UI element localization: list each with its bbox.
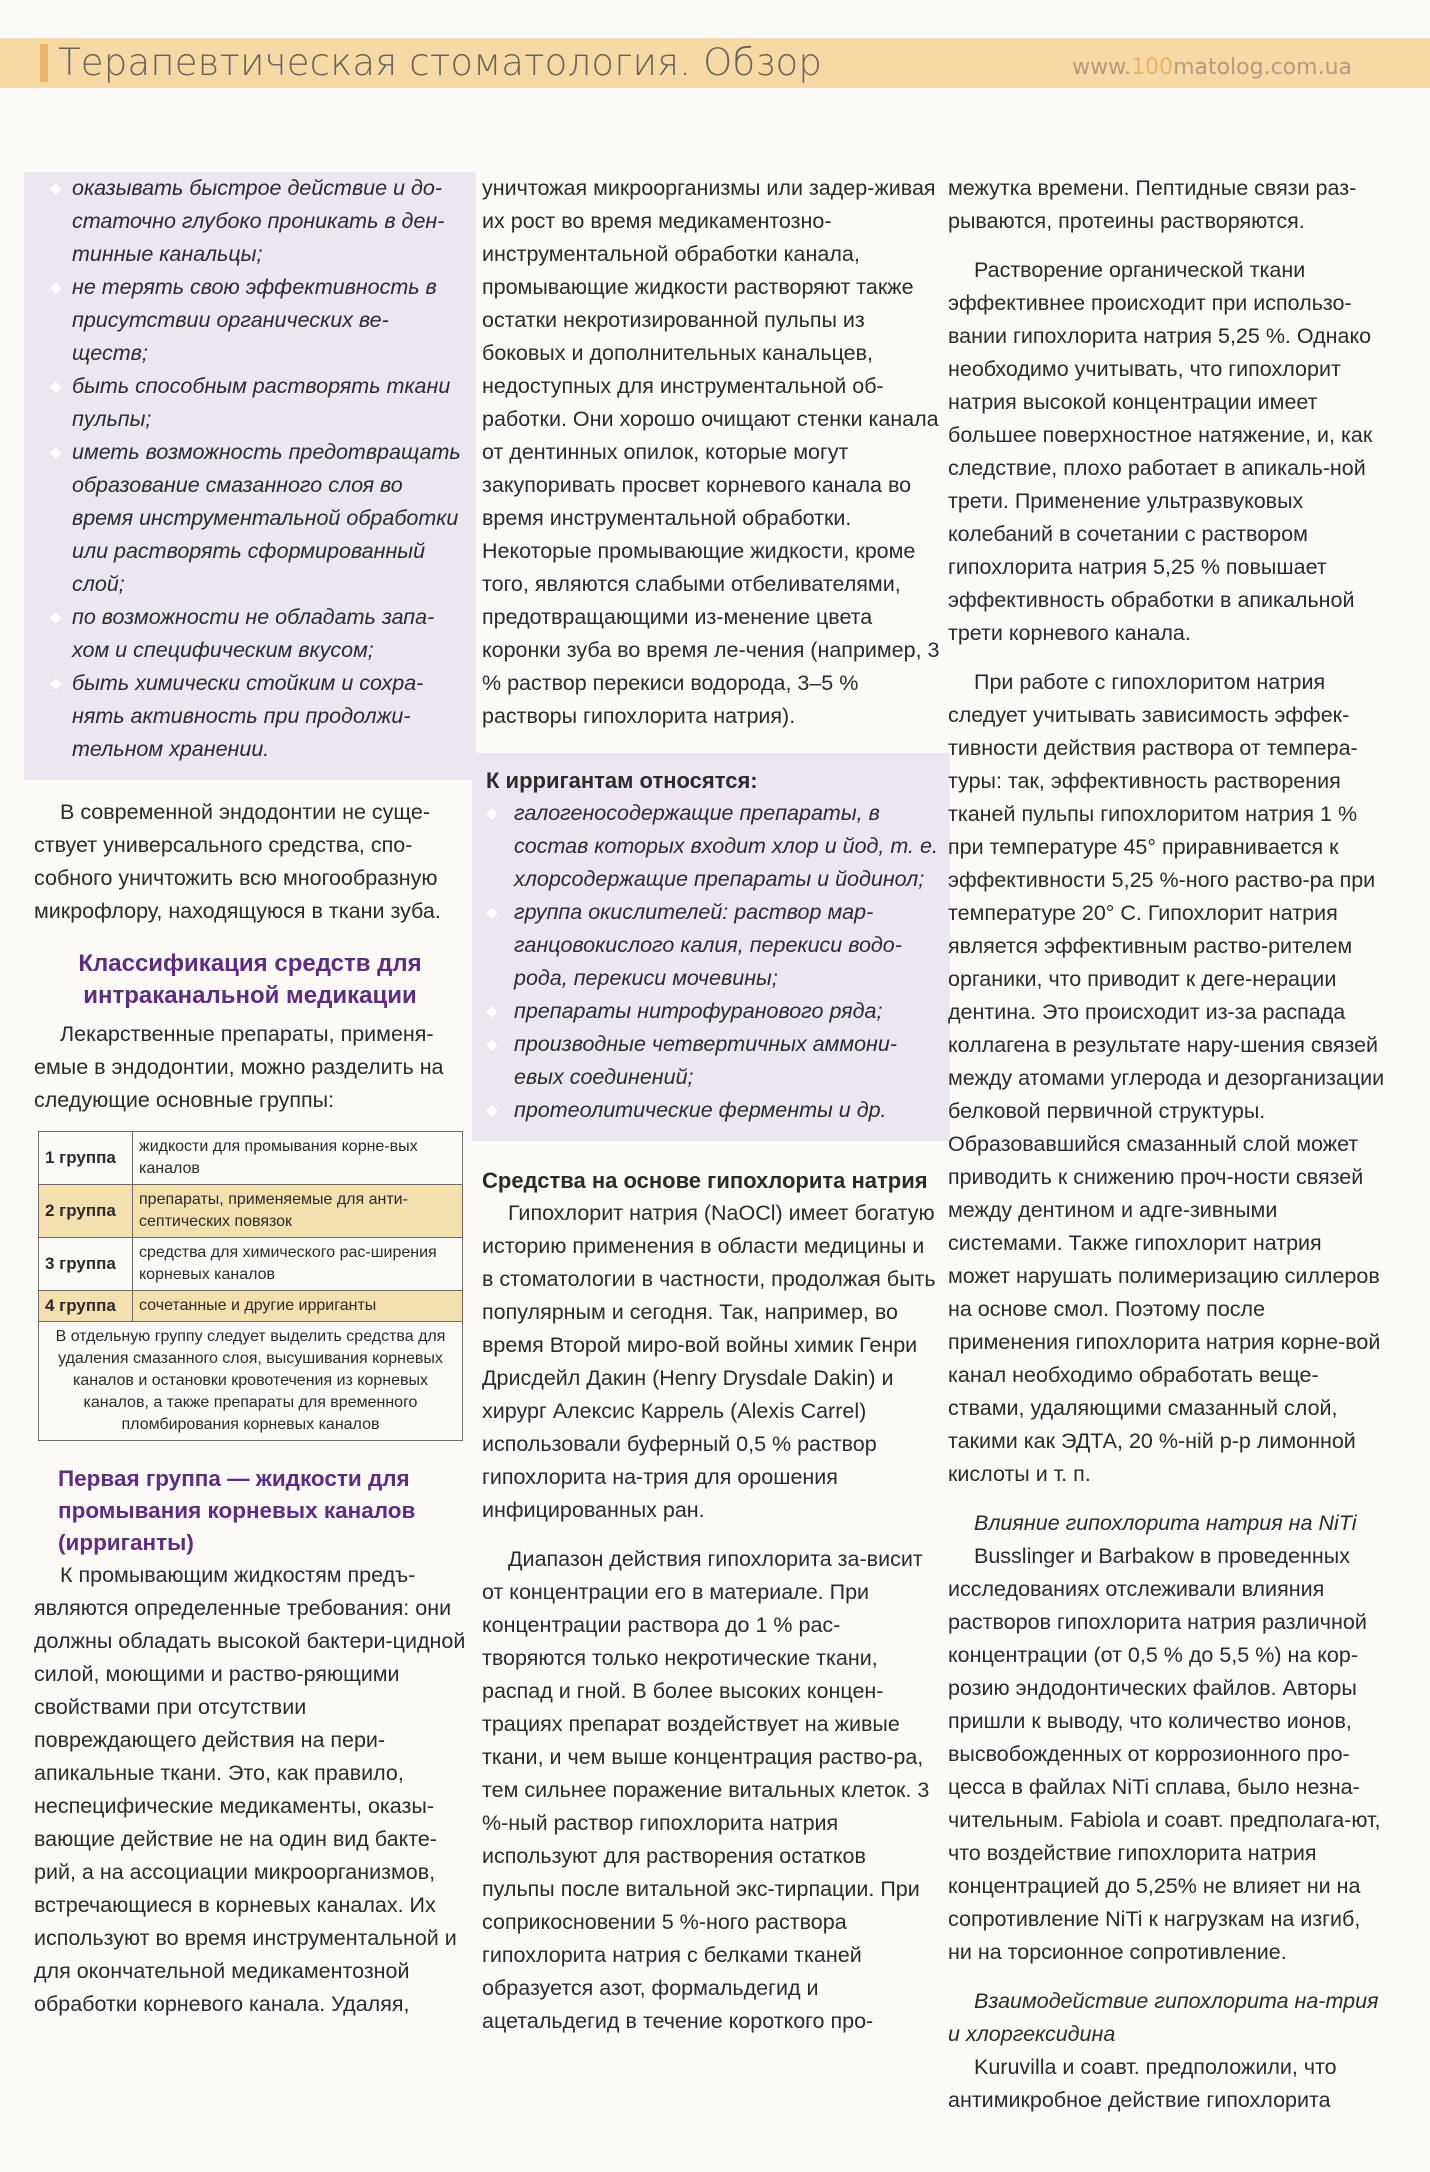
table-cell-desc: средства для химического рас-ширения корневых каналов [133,1238,463,1291]
paragraph: Растворение органической ткани эффективнее происходит при использо-вании гипохлорита натрия 5,25 %. Однако необходимо учитывать, что гипохлорит натрия высокой концентрации имеет большее поверхностное натяжение, и, как следствие, плохо работает в апикаль-ной трети. Применение ультразвуковых колебаний в сочетании с раствором гипохлорита натрия 5,25 % повышает эффективность обработки в апикальной трети корневого канала. [948,258,1373,645]
paragraph: Гипохлорит натрия (NaOCl) имеет богатую историю применения в области медицины и в стоматологии в частности, продолжая быть популярным и сегодня. Так, например, во время Второй миро-вой войны химик Генри Дрисдейл Дакин (Henry Drysdale Dakin) и хирург Алексис Каррель (Alexis Carrel) использовали буферный 0,5 % раствор гипохлорита на-трия для орошения инфицированных ран. [482,1201,936,1522]
table-cell-group: 1 группа [39,1132,133,1185]
list-item: ◆ галогеносодержащие препараты, в состав которых входит хлор и йод, т. е. хлорсодержащие препараты и йодинол; [486,797,938,896]
url-suffix: matolog.com.ua [1173,55,1352,80]
table-cell-group: 3 группа [39,1238,133,1291]
paragraph: Kuruvilla и соавт. предположили, что антимикробное действие гипохлорита [948,2055,1337,2112]
groups-table [38,1131,463,1441]
list-item: ◆ не терять свою эффективность в присутствии органических ве-ществ; [50,271,464,370]
table-cell-desc: препараты, применяемые для анти-септических повязок [133,1185,463,1238]
table-cell-desc: жидкости для промывания корне-вых каналов [133,1132,463,1185]
column-1 [34,172,466,2021]
requirements-box [24,172,476,780]
list-item: ◆ иметь возможность предотвращать образование смазанного слоя во время инструментальной обработки или растворять сформированный слой; [50,436,464,601]
table-row [39,1322,463,1441]
table-note: В отдельную группу следует выделить средства для удаления смазанного слоя, высушивания корневых каналов и остановки кровотечения из корневых каналов, а также препараты для временного пломбирования корневых каналов [39,1322,463,1441]
heading-chlorhexidine: Взаимодействие гипохлорита на-трия и хлоргексидина [948,1989,1379,2046]
paragraph: уничтожая микроорганизмы или задер-живая их рост во время медикаментозно-инструментальной обработки канала, промывающие жидкости растворяют также остатки некротизированной пульпы из боковых и дополнительных канальцев, недоступных для инструментальной об-работки. Они хорошо очищают стенки канала от дентинных опилок, которые могут закупоривать просвет корневого канала во время инструментальной обработки. Некоторые промывающие жидкости, кроме того, являются слабыми отбеливателями, предотвращающими из-менение цвета коронки зуба во время ле-чения (например, 3 % раствор перекиси водорода, 3–5 % растворы гипохлорита натрия). [482,176,940,728]
column-3 [948,172,1388,2117]
list-item: ◆ группа окислителей: раствор мар-ганцовокислого калия, перекиси водо-рода, перекиси мочевины; [486,896,938,995]
section-paragraph: Лекарственные препараты, применя-емые в эндодонтии, можно разделить на следующие основные группы: [34,1022,444,1112]
list-item: ◆ препараты нитрофуранового ряда; [486,995,938,1028]
subsection-paragraph: К промывающим жидкостям предъ-являются определенные требования: они должны обладать высокой бактери-цидной силой, моющими и раство-ряющими свойствами при отсутствии повреждающего действия на пери-апикальные ткани. Это, как правило, неспецифические медикаменты, оказы-вающие действие не на один вид бакте-рий, а на ассоциации микроорганизмов, встречающиеся в корневых каналах. Их используют во время инструментальной и для окончательной медикаментозной обработки корневого канала. Удаляя, [34,1563,466,2016]
paragraph: При работе с гипохлоритом натрия следует учитывать зависимость эффек-тивности действия раствора от темпера-туры: так, эффективность растворения тканей пульпы гипохлоритом натрия 1 % при температуре 45° приравнивается к эффективности 5,25 %-ного раство-ра при температуре 20° С. Гипохлорит натрия является эффективным раство-рителем органики, что приводит к деге-нерации дентина. Это происходит из-за распада коллагена в результате нару-шения связей между атомами углерода и дезорганизации белковой первичной структуры. Образовавшийся смазанный слой может приводить к снижению проч-ности связей между дентином и адге-зивными системами. Также гипохлорит натрия может нарушать полимеризацию силлеров на основе смол. Поэтому после применения гипохлорита натрия корне-вой канал необходимо обработать веще-ствами, удаляющими смазанный слой, такими как ЭДТА, 20 %-ній р-р лимонной кислоты и т. п. [948,670,1385,1486]
journal-section-title: Терапевтическая стоматология. Обзор [58,41,823,84]
requirements-list [50,172,464,766]
intro-paragraph: В современной эндодонтии не суще-ствует универсального средства, спо-собного уничтожить всю многообразную микрофлору, находящуюся в ткани зуба. [34,800,441,923]
url-prefix: www. [1072,55,1132,80]
journal-url [1072,55,1352,80]
list-item: ◆ по возможности не обладать запа-хом и специфическим вкусом; [50,601,464,667]
column-2 [482,172,940,2038]
table-row [39,1132,463,1185]
list-item: ◆ быть химически стойким и сохра-нять активность при продолжи-тельном хранении. [50,667,464,766]
table-row [39,1238,463,1291]
list-item: ◆ производные четвертичных аммони-евых соединений; [486,1028,938,1094]
paragraph: межутка времени. Пептидные связи раз-рываются, протеины растворяются. [948,176,1357,233]
table-cell-group: 2 группа [39,1185,133,1238]
list-item: ◆ оказывать быстрое действие и до-статочно глубоко проникать в ден-тинные канальцы; [50,172,464,271]
irrigants-list [486,797,938,1127]
heading-hypochlorite: Средства на основе гипохлорита натрия [482,1168,928,1193]
irrigants-box [472,753,950,1141]
list-item: ◆ быть способным растворять ткани пульпы; [50,370,464,436]
irrigants-box-title: К ирригантам относятся: [486,768,758,793]
url-accent: 100 [1131,55,1174,80]
list-item: ◆ протеолитические ферменты и др. [486,1094,938,1127]
heading-niti: Влияние гипохлорита натрия на NiTi [974,1511,1357,1535]
table-row [39,1185,463,1238]
table-cell-group: 4 группа [39,1291,133,1322]
paragraph: Busslinger и Barbakow в проведенных исследованиях отслеживали влияния растворов гипохлорита натрия различной концентрации (от 0,5 % до 5,5 %) на кор-розию эндодонтических файлов. Авторы пришли к выводу, что количество ионов, высвобожденных от коррозионного про-цесса в файлах NiTi сплава, было незна-чительным. Fabiola и соавт. предполага-ют, что воздействие гипохлорита натрия концентрацией до 5,25% не влияет ни на сопротивление NiTi к нагрузкам на изгиб, ни на торсионное сопротивление. [948,1544,1381,1964]
table-cell-desc: сочетанные и другие ирриганты [133,1291,463,1322]
table-row [39,1291,463,1322]
header-accent-stripe [40,44,48,82]
paragraph: Диапазон действия гипохлорита за-висит от концентрации его в материале. При концентрации раствора до 1 % рас-творяются только некротические ткани, распад и гной. В более высоких концен-трациях препарат воздействует на живые ткани, и чем выше концентрация раство-ра, тем сильнее поражение витальных клеток. 3 %-ный раствор гипохлорита натрия используют для растворения остатков пульпы после витальной экс-тирпации. При соприкосновении 5 %-ного раствора гипохлорита натрия с белками тканей образуется азот, формальдегид и ацетальдегид в течение короткого про- [482,1547,930,2033]
section-title: Классификация средств для интраканальной медикации [78,950,422,1009]
subsection-title: Первая группа — жидкости для промывания корневых каналов (ирриганты) [58,1466,416,1555]
